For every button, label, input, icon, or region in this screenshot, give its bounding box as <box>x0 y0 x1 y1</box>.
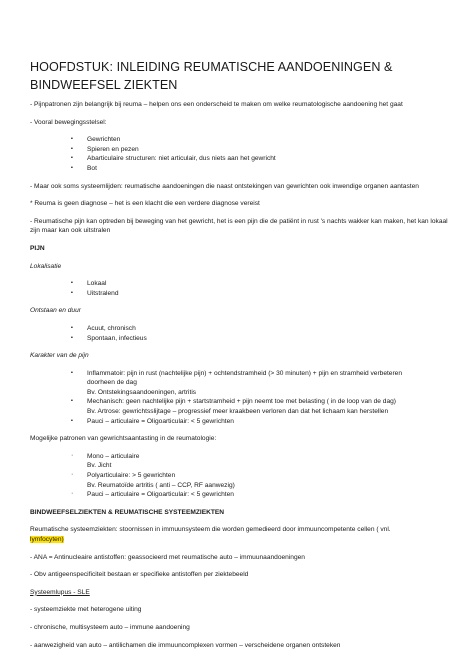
subheading: Lokalisatie <box>30 262 62 270</box>
page-title <box>30 58 448 94</box>
title-line-2: BINDWEEFSEL ZIEKTEN <box>30 78 178 92</box>
list-item: ▪ Mechanisch: geen nachtelijke pijn + startstramheid + pijn neemt toe met belasting ( in de loop van de dag) Bv. Artrose: gewrichtsslijtage – progressief meer kraakbeen verloren dan dat het lichaam kan herstellen <box>71 398 396 416</box>
bullet-list <box>30 452 448 500</box>
paragraph: - Obv antigeenspecificiteit bestaan er specifieke antistoffen per ziektebeeld <box>30 571 249 579</box>
paragraph: - Reumatische pijn kan optreden bij beweging van het gewricht, het is een pijn die de patiënt in rust 's nachts wakker kan maken, het kan lokaal zijn maar kan ook uitstralen <box>30 217 448 235</box>
list-item: · Pauci – articulaire = Oligoarticulair: < 5 gewrichten <box>71 490 234 499</box>
paragraph: - chronische, multisysteem auto – immune aandoening <box>30 623 190 631</box>
bullet-list <box>30 369 448 427</box>
square-bullet-icon: ▪ <box>71 417 73 424</box>
square-bullet-icon: ▪ <box>71 145 73 152</box>
paragraph: - Vooral bewegingsstelsel: <box>30 118 107 126</box>
square-bullet-icon: ▪ <box>71 289 73 296</box>
bullet-list <box>30 135 448 173</box>
title-line-1: HOOFDSTUK: INLEIDING REUMATISCHE AANDOENINGEN & <box>30 60 393 74</box>
list-item: ▪ Inflammatoir: pijn in rust (nachtelijke pijn) + ochtendstramheid (> 30 minuten) + pijn en stramheid verbeteren doorheen de dag Bv. Ontstekingsaandoeningen, artritis <box>71 369 403 396</box>
square-bullet-icon: ▪ <box>71 280 73 287</box>
subheading: Ontstaan en duur <box>30 307 81 315</box>
paragraph: - Maar ook soms systeemlijden: reumatische aandoeningen die naast ontstekingen van gewrichten ook inwendige organen aantasten <box>30 182 419 190</box>
list-item: ▪ Bot <box>71 164 97 172</box>
subheading: Karakter van de pijn <box>30 352 89 360</box>
subheading: Systeemlupus - SLE <box>30 588 90 596</box>
bullet-list <box>30 279 448 298</box>
square-bullet-icon: ▪ <box>71 398 73 405</box>
square-bullet-icon: ▪ <box>71 136 73 143</box>
paragraph: - systeemziekte met heterogene uiting <box>30 606 142 614</box>
section-heading: BINDWEEFSELZIEKTEN & REUMATISCHE SYSTEEMZIEKTEN <box>30 508 225 516</box>
list-item: · Mono – articulaire Bv. Jicht <box>71 451 140 470</box>
list-item: ▪ Abarticulaire structuren: niet articulair, dus niets aan het gewricht <box>71 155 276 163</box>
dot-bullet-icon: · <box>71 451 74 459</box>
square-bullet-icon: ▪ <box>71 164 73 171</box>
square-bullet-icon: ▪ <box>71 324 73 331</box>
list-item: ▪ Spieren en pezen <box>71 145 139 153</box>
section-heading: PIJN <box>30 244 45 252</box>
paragraph: - ANA = Antinucleaire antistoffen: geassocieerd met reumatische auto – immuunaandoeningen <box>30 553 305 561</box>
paragraph: Mogelijke patronen van gewrichtsaantasting in de reumatologie: <box>30 435 217 443</box>
list-item: ▪ Uitstralend <box>71 289 119 297</box>
list-item: · Polyarticulaire: > 5 gewrichten Bv. Reumatoïde artritis ( anti – CCP, RF aanwezig) <box>71 471 235 489</box>
list-item: ▪ Lokaal <box>71 280 107 288</box>
dot-bullet-icon: · <box>71 471 74 479</box>
square-bullet-icon: ▪ <box>71 369 73 376</box>
square-bullet-icon: ▪ <box>71 155 73 162</box>
dot-bullet-icon: · <box>71 490 74 498</box>
list-item: ▪ Acuut, chronisch <box>71 324 136 332</box>
paragraph: - Pijnpatronen zijn belangrijk bij reuma – helpen ons een onderscheid te maken om welke reumatologische aandoening het gaat <box>30 101 403 108</box>
document-page <box>30 58 448 650</box>
list-item: ▪ Pauci – articulaire = Oligoarticulair: < 5 gewrichten <box>71 417 234 425</box>
paragraph: * Reuma is geen diagnose – het is een klacht die een verdere diagnose vereist <box>30 200 260 208</box>
list-item: ▪ Gewrichten <box>71 136 121 144</box>
bullet-list <box>30 324 448 343</box>
square-bullet-icon: ▪ <box>71 334 73 341</box>
highlighted-text: lymfocyten) <box>30 536 64 543</box>
list-item: ▪ Spontaan, infectieus <box>71 334 147 342</box>
paragraph: - aanwezigheid van auto – antilichamen die immuuncomplexen vormen – verscheidene organen ontsteken <box>30 641 341 649</box>
paragraph: Reumatische systeemziekten: stoornissen in immuunsysteem die worden gemedieerd door immuuncompetente cellen ( vnl. lymfocyten) <box>30 526 391 543</box>
